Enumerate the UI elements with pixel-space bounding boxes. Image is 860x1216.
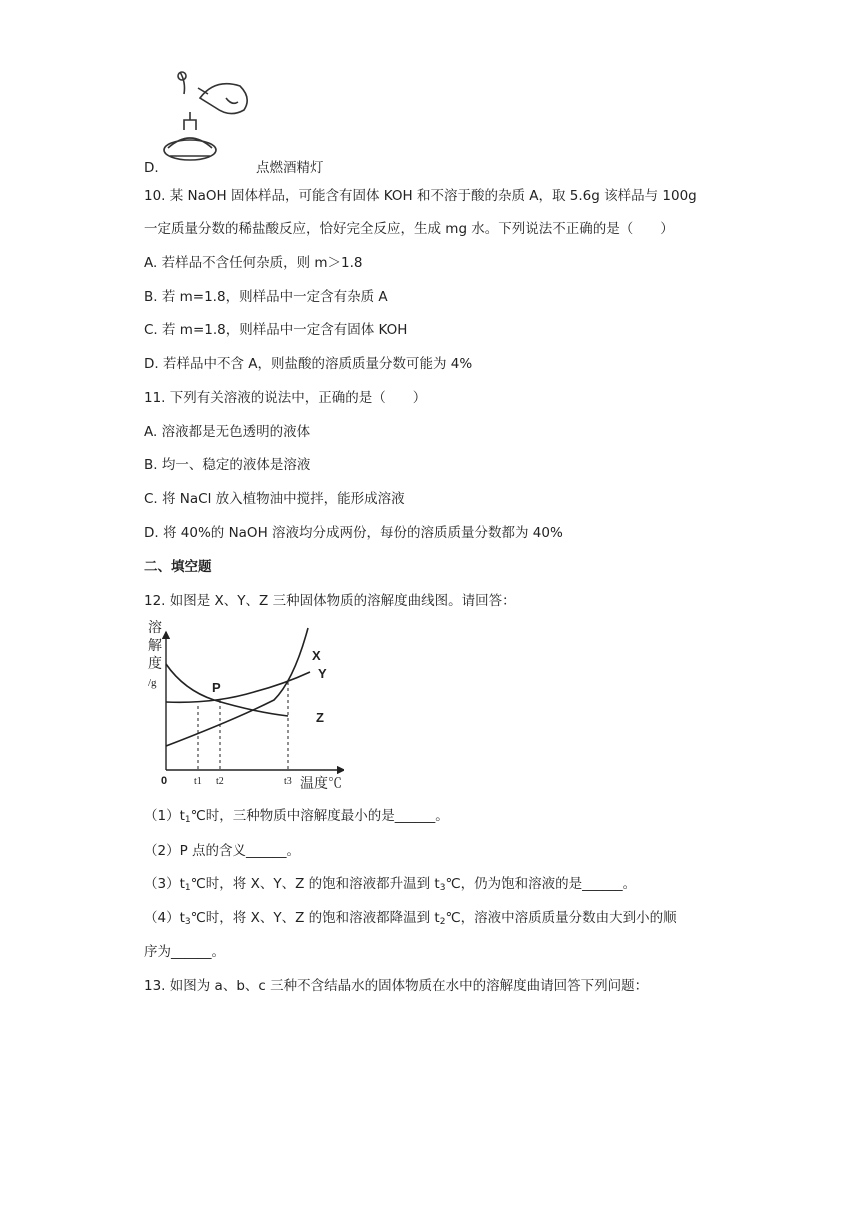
q10-stem-line1: 10. 某 NaOH 固体样品，可能含有固体 KOH 和不溶于酸的杂质 A，取 5.6g 该样品与 100g [144, 188, 697, 204]
q11-option-d: D. 将 40%的 NaOH 溶液均分成两份，每份的溶质质量分数都为 40% [144, 525, 563, 541]
q10-stem-line2: 一定质量分数的稀盐酸反应，恰好完全反应，生成 mg 水。下列说法不正确的是（ ） [144, 221, 674, 237]
q11-option-a: A. 溶液都是无色透明的液体 [144, 424, 311, 440]
y-axis-label: 溶解度/g [148, 621, 162, 689]
q10-option-c: C. 若 m=1.8，则样品中一定含有固体 KOH [144, 322, 408, 338]
section-title: 二、填空题 [144, 559, 212, 575]
q9-option-d-text: 点燃酒精灯 [256, 160, 324, 176]
solubility-chart [144, 620, 344, 798]
q9-option-d [144, 158, 159, 178]
q10-option-a: A. 若样品不含任何杂质，则 m＞1.8 [144, 255, 363, 271]
q12-sub3: $(3)t_1℃$时，将 X、Y、Z 的饱和溶液都升温到 $t_3℃$，仍为饱和溶液的是______。 [144, 876, 637, 893]
x-tick-t2: t2 [216, 776, 224, 787]
q11-stem: 11. 下列有关溶液的说法中，正确的是（ ） [144, 390, 427, 406]
q10-option-b: B. 若 m=1.8，则样品中一定含有杂质 A [144, 289, 388, 305]
alcohol-lamp-illustration [160, 68, 252, 168]
q12-sub4: $(4)t_3℃$时，将 X、Y、Z 的饱和溶液都降温到 $t_2℃$，溶液中溶质质量分数由大到小的顺 [144, 910, 677, 927]
q12-sub4-cont: 序为______。 [144, 944, 225, 960]
q12-sub2: （2）P 点的含义______。 [144, 843, 301, 859]
q12-stem: 12. 如图是 X、Y、Z 三种固体物质的溶解度曲线图。请回答： [144, 593, 516, 609]
origin-label: 0 [161, 775, 168, 787]
q11-option-b: B. 均一、稳定的液体是溶液 [144, 457, 311, 473]
q11-option-c: C. 将 NaCl 放入植物油中搅拌，能形成溶液 [144, 491, 405, 507]
point-p-label: P [212, 680, 221, 695]
option-letter: D. [144, 160, 159, 176]
series-label-y: Y [318, 666, 327, 681]
q12-sub1: $(1)t_1℃$时，三种物质中溶解度最小的是______。 [144, 808, 449, 825]
x-tick-t1: t1 [194, 776, 202, 787]
series-label-z: Z [316, 710, 324, 725]
series-z-curve [166, 664, 288, 716]
q13-stem: 13. 如图为 a、b、c 三种不含结晶水的固体物质在水中的溶解度曲请回答下列问题： [144, 978, 649, 994]
x-axis-label: 温度℃ [300, 775, 342, 791]
q10-option-d: D. 若样品中不含 A，则盐酸的溶质质量分数可能为 4% [144, 356, 473, 372]
x-tick-t3: t3 [284, 776, 292, 787]
series-label-x: X [312, 648, 321, 663]
